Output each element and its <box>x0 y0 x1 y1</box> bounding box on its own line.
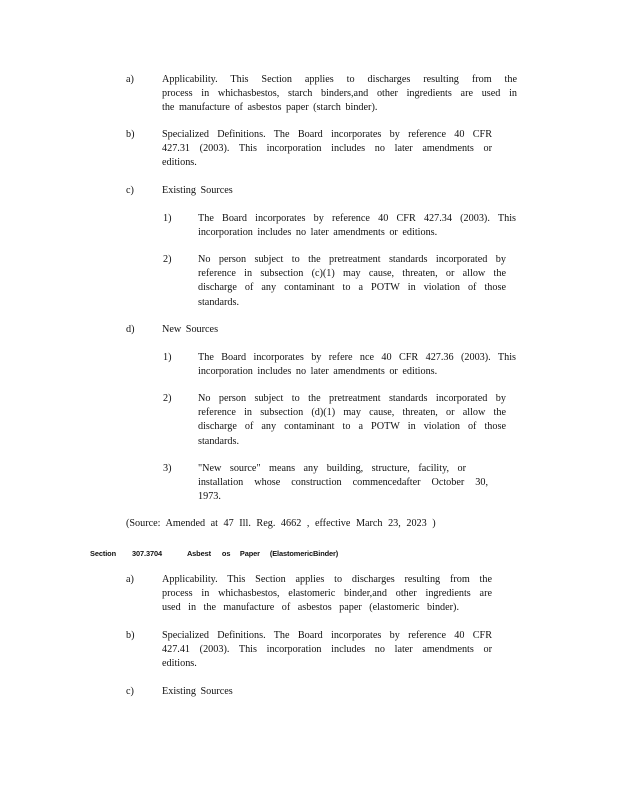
item-text: Specialized Definitions. The Board incorporates by reference 40 CFR 427.41 (2003). This incorporation includes no later amendments or editions. <box>162 630 492 670</box>
item-label: c) <box>126 185 134 196</box>
item-text: Applicability. This Section applies to discharges resulting from the process in whichasbestos, starch binders,and other ingredients are used in the manufacture of asbestos paper (starch binder). <box>162 74 517 114</box>
section-heading-label: Section <box>90 549 116 558</box>
item-label: b) <box>126 129 135 140</box>
section-heading <box>90 547 338 561</box>
item-label: 3) <box>163 463 172 474</box>
item-text: Existing Sources <box>162 185 233 196</box>
item-label: 1) <box>163 352 172 363</box>
item-text: No person subject to the pretreatment standards incorporated by reference in subsection (c)(1) may cause, threaten, or allow the discharge of any contaminant to a POTW in violation of those standards. <box>198 254 506 308</box>
item-label: a) <box>126 574 134 585</box>
item-text: Specialized Definitions. The Board incorporates by reference 40 CFR 427.31 (2003). This incorporation includes no later amendments or editions. <box>162 129 492 169</box>
section-heading-number: 307.3704 <box>131 549 162 558</box>
section-heading-word: Asbest <box>186 549 211 558</box>
item-text: The Board incorporates by refere nce 40 CFR 427.36 (2003). This incorporation includes no later amendments or editions. <box>198 352 516 378</box>
item-label: 2) <box>163 254 172 265</box>
item-label: 1) <box>163 213 172 224</box>
item-text: "New source" means any building, structure, facility, or installation whose construction commencedafter October 30, 1973. <box>198 463 488 503</box>
item-text: Applicability. This Section applies to discharges resulting from the process in whichasbestos, elastomeric binder,and other ingredients are used in the manufacture of asbestos paper (elastomeric binder). <box>162 574 492 614</box>
source-note: (Source: Amended at 47 Ill. Reg. 4662 , effective March 23, 2023 ) <box>126 518 436 529</box>
item-label: d) <box>126 324 135 335</box>
item-text: The Board incorporates by reference 40 CFR 427.34 (2003). This incorporation includes no later amendments or editions. <box>198 213 516 239</box>
item-label: a) <box>126 74 134 85</box>
item-text: No person subject to the pretreatment standards incorporated by reference in subsection (d)(1) may cause, threaten, or allow the discharge of any contaminant to a POTW in violation of those standards. <box>198 393 506 447</box>
section-heading-word: os <box>221 549 231 558</box>
item-text: Existing Sources <box>162 686 233 697</box>
item-label: 2) <box>163 393 172 404</box>
section-heading-word: (ElastomericBinder) <box>269 549 339 558</box>
item-text: New Sources <box>162 324 219 335</box>
item-label: b) <box>126 630 135 641</box>
section-heading-word: Paper <box>239 549 260 558</box>
item-label: c) <box>126 686 134 697</box>
